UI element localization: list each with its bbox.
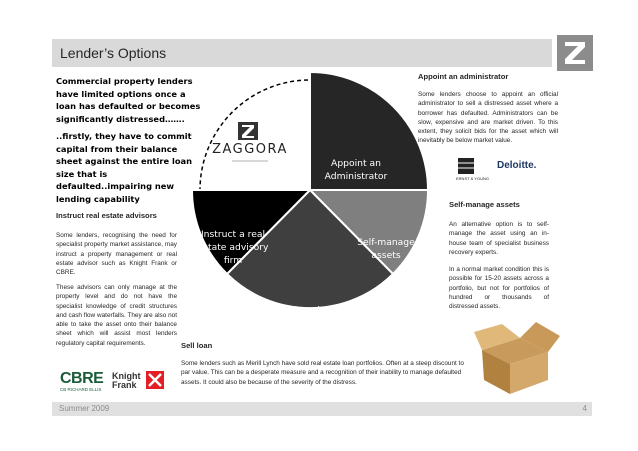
knight-frank-mark-icon bbox=[146, 371, 164, 389]
pie-label-advisory bbox=[196, 228, 270, 267]
self-manage-title: Self-manage assets bbox=[449, 200, 520, 209]
cbre-logo-subtext: CB RICHARD ELLIS bbox=[60, 387, 102, 392]
pie-label-line: firm bbox=[223, 255, 243, 266]
intro-lead-2: ..firstly, they have to commit capital from their balance sheet against the entire loan size that is defaulted..impairing new lending capability bbox=[56, 131, 193, 204]
self-manage-body-2: In a normal market condition this is possible for 15-20 assets across a portfolio, but not for portfolios of hundred or thousands of distressed assets. bbox=[449, 266, 549, 311]
sell-loan-body: Some lenders such as Merill Lynch have sold real estate loan portfolios. Often at a steep discount to par value. This can be a desperate measure and a recognition of their inability to manage defaulted assets. It could also be because of the severity of the distress. bbox=[181, 360, 464, 386]
pie-label-self-manage bbox=[346, 236, 426, 262]
cbre-logo: CBRE bbox=[60, 370, 104, 387]
pie-label-line: assets bbox=[371, 250, 401, 261]
knight-frank-logo: Knight Frank bbox=[112, 371, 141, 390]
footer-bar bbox=[52, 402, 592, 416]
pie-label-line: Self-manage bbox=[357, 237, 415, 248]
pie-label-administrator bbox=[318, 157, 394, 183]
self-manage-body-1: An alternative option is to self-manage the asset using an in-house team of specialist business recovery experts. bbox=[449, 221, 549, 256]
advisors-body-2: These advisors can only manage at the property level and do not have the specialist knowledge of credit structures and cash flow waterfalls. They are also not able to take the asset onto their balance sheet which will assist most lenders regulatory capital requirements. bbox=[56, 284, 177, 347]
pie-label-line: Administrator bbox=[324, 171, 388, 182]
pie-label-line: Appoint an bbox=[331, 158, 381, 169]
deloitte-logo: Deloitte. bbox=[497, 160, 537, 171]
zaggora-wordmark: ZAGGORA bbox=[212, 142, 288, 157]
ernst-young-logo-text: ERNST & YOUNG bbox=[456, 176, 489, 181]
pie-label-sell-loan bbox=[262, 304, 366, 330]
sell-loan-title: Sell loan bbox=[181, 341, 213, 350]
footer-date: Summer 2009 bbox=[59, 404, 110, 413]
pie-label-line: Instruct a real bbox=[200, 229, 266, 240]
pie-label-line: estate advisory bbox=[197, 242, 269, 253]
cardboard-box-icon bbox=[474, 322, 560, 394]
advisors-body-1: Some lenders, recognising the need for specialist property market assistance, may instruct a property management or real estate advisor such as Knight Frank or CBRE. bbox=[56, 232, 177, 277]
pie-label-line: Sell loan into the bbox=[275, 305, 353, 316]
intro-lead: Commercial property lenders have limited options once a loan has defaulted or becomes significantly distressed……. bbox=[56, 76, 201, 124]
pie-label-line: market bbox=[297, 318, 331, 329]
page-number: 4 bbox=[582, 404, 587, 413]
administrator-title: Appoint an administrator bbox=[418, 72, 509, 81]
ernst-young-logo-icon bbox=[458, 158, 474, 174]
page-title: Lender’s Options bbox=[60, 45, 167, 61]
advisors-title: Instruct real estate advisors bbox=[56, 211, 157, 220]
administrator-body: Some lenders choose to appoint an official administrator to sell a distressed asset where a borrower has defaulted. Administrators can be slow, expensive and are market driven. To this extent, they solicit bids for the asset which will inevitably be below market value. bbox=[418, 91, 558, 145]
